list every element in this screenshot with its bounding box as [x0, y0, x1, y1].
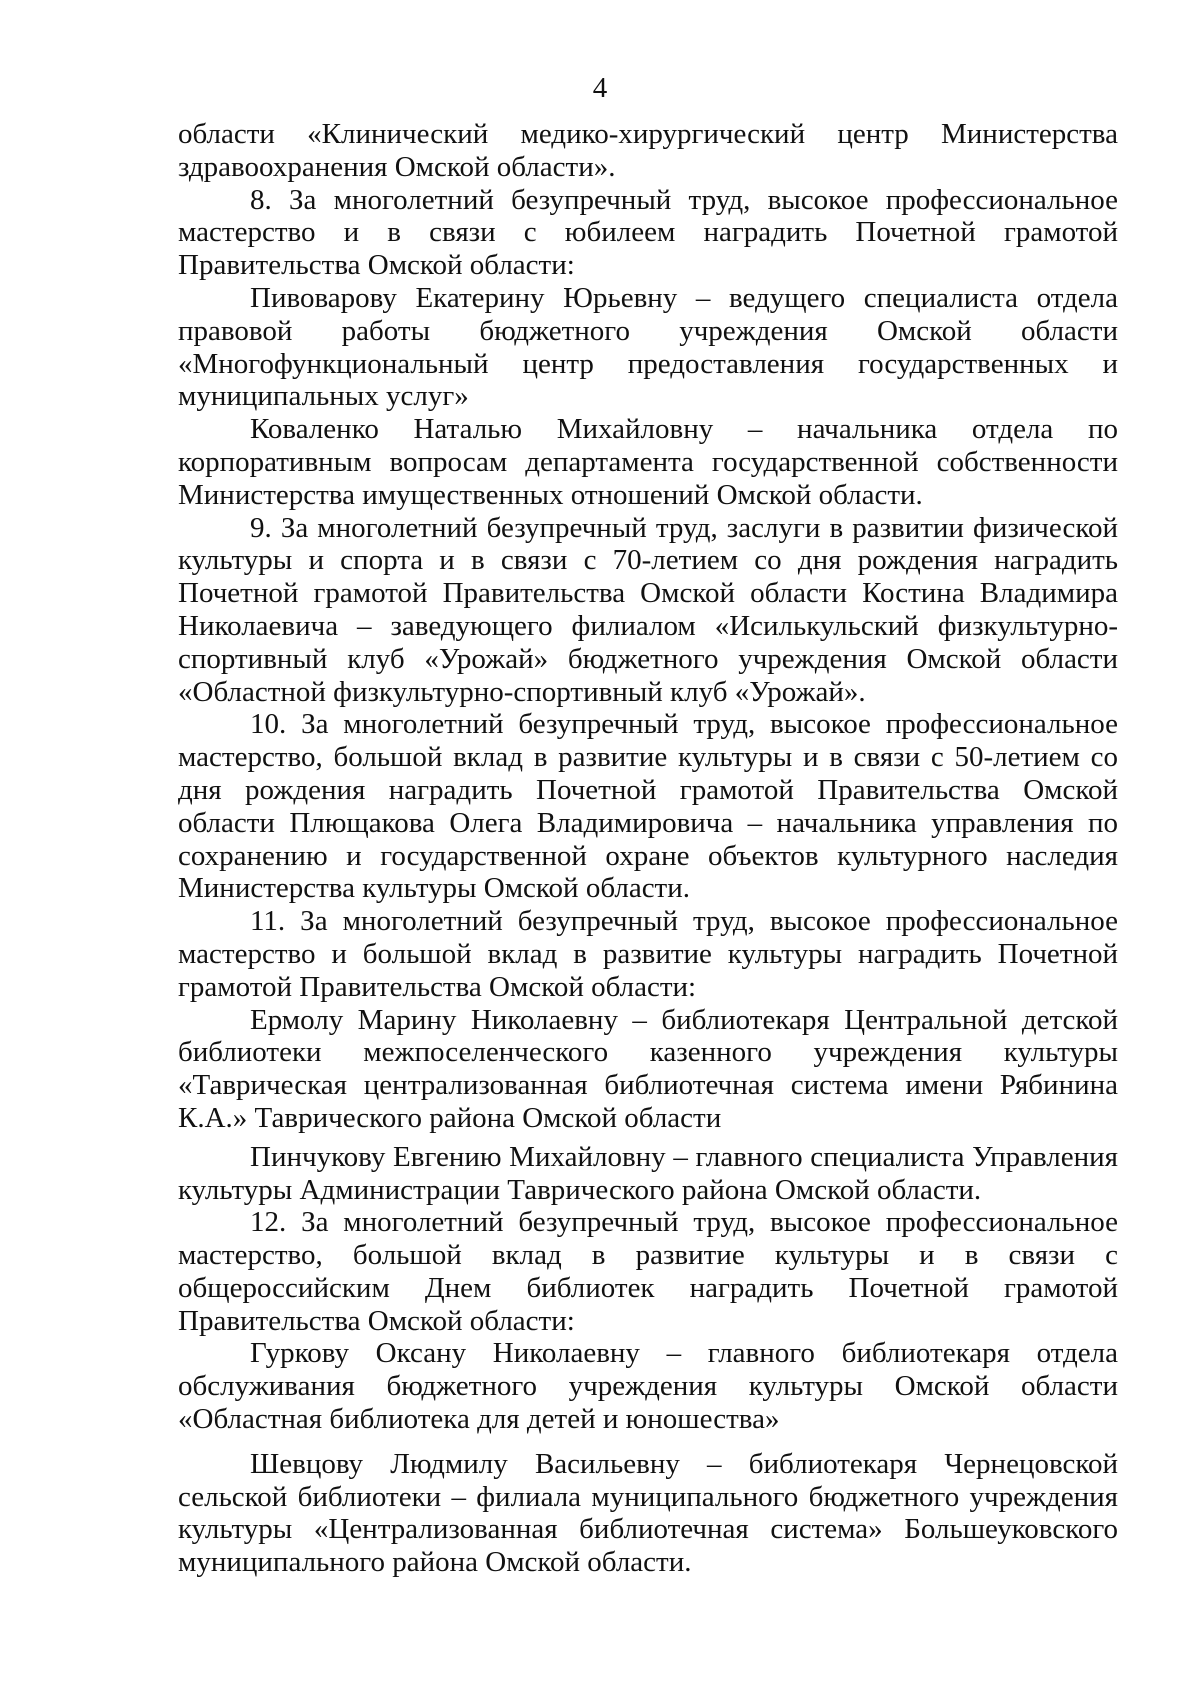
document-body: [178, 118, 1118, 1579]
paragraph-item-11: 11. За многолетний безупречный труд, высокое профессиональное мастерство и большой вклад в развитие культуры наградить Почетной грамотой Правительства Омской области:: [178, 905, 1118, 1003]
paragraph-awardee-kovalenko: Коваленко Наталью Михайловну – начальника отдела по корпоративным вопросам департамента государственной собственности Министерства имущественных отношений Омской области.: [178, 413, 1118, 511]
page-number: 4: [592, 72, 608, 104]
paragraph-awardee-shevtsova: Шевцову Людмилу Васильевну – библиотекаря Чернецовской сельской библиотеки – филиала муниципального бюджетного учреждения культуры «Централизованная библиотечная система» Большеуковского муниципального района Омской области.: [178, 1447, 1118, 1579]
paragraph-awardee-pinchukova: Пинчукову Евгению Михайловну – главного специалиста Управления культуры Администрации Таврического района Омской области.: [178, 1140, 1118, 1206]
paragraph-awardee-ermola: Ермолу Марину Николаевну – библиотекаря Центральной детской библиотеки межпоселенческого казенного учреждения культуры «Таврическая централизованная библиотечная система имени Рябинина К.А.» Таврического района Омской области: [178, 1003, 1118, 1134]
paragraph-item-10: 10. За многолетний безупречный труд, высокое профессиональное мастерство, большой вклад в развитие культуры и в связи с 50-летием со дня рождения наградить Почетной грамотой Правительства Омской области Плющакова Олега Владимировича – начальника управления по сохранению и государственной охране объектов культурного наследия Министерства культуры Омской области.: [178, 708, 1118, 905]
paragraph-awardee-pivovarova: Пивоварову Екатерину Юрьевну – ведущего специалиста отдела правовой работы бюджетного учреждения Омской области «Многофункциональный центр предоставления государственных и муниципальных услуг»: [178, 281, 1118, 413]
paragraph-item-9: 9. За многолетний безупречный труд, заслуги в развитии физической культуры и спорта и в связи с 70-летием со дня рождения наградить Почетной грамотой Правительства Омской области Костина Владимира Николаевича – заведующего филиалом «Исилькульский физкультурно-спортивный клуб «Урожай» бюджетного учреждения Омской области «Областной физкультурно-спортивный клуб «Урожай».: [178, 511, 1118, 708]
paragraph-item-12: 12. За многолетний безупречный труд, высокое профессиональное мастерство, большой вклад в развитие культуры и в связи с общероссийским Днем библиотек наградить Почетной грамотой Правительства Омской области:: [178, 1206, 1118, 1337]
paragraph-continuation: области «Клинический медико-хирургический центр Министерства здравоохранения Омской области».: [178, 118, 1118, 183]
paragraph-awardee-gurkova: Гуркову Оксану Николаевну – главного библиотекаря отдела обслуживания бюджетного учреждения культуры Омской области «Областная библиотека для детей и юношества»: [178, 1337, 1118, 1436]
paragraph-item-8: 8. За многолетний безупречный труд, высокое профессиональное мастерство и в связи с юбилеем наградить Почетной грамотой Правительства Омской области:: [178, 183, 1118, 282]
